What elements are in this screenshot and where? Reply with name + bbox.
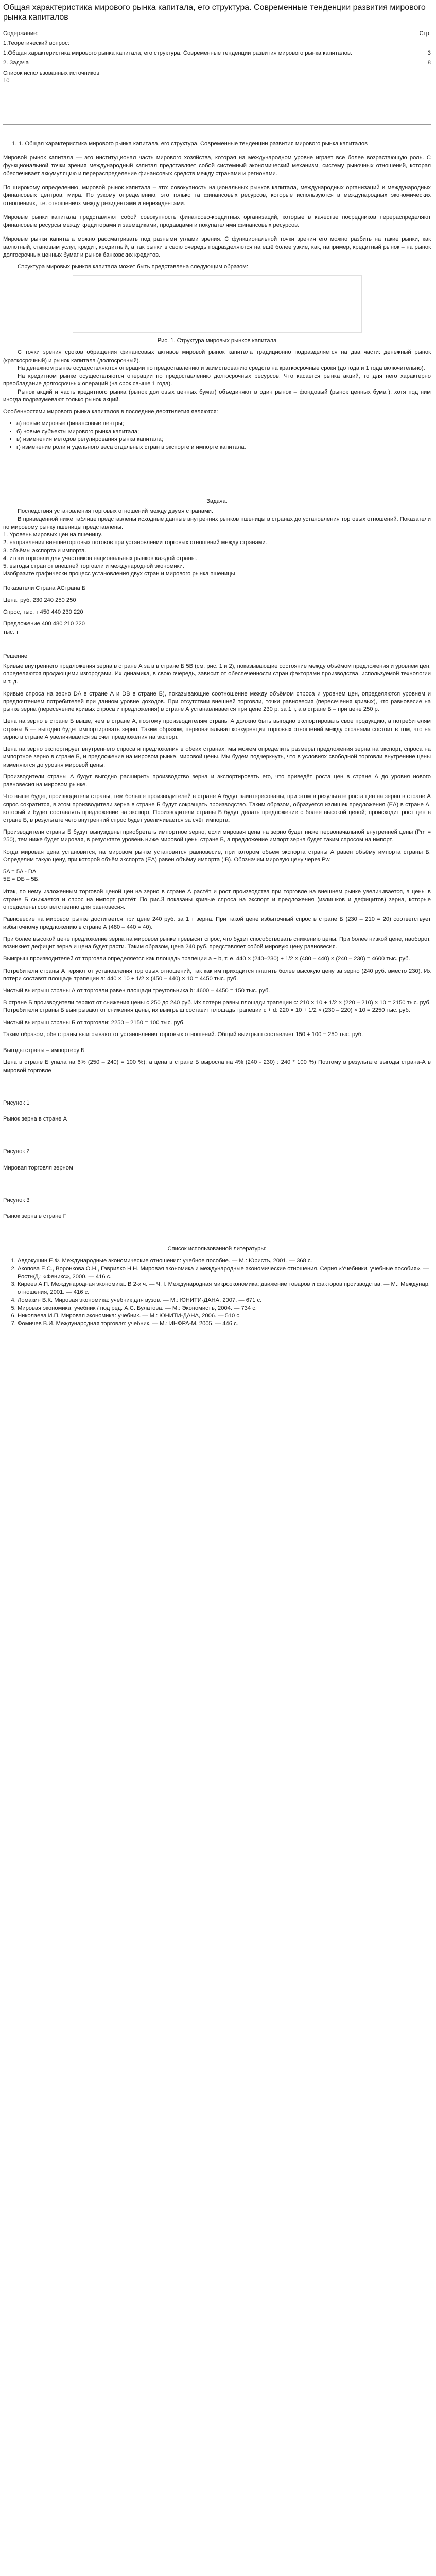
references-heading: Список использованной литературы: [167, 1246, 267, 1252]
toc-heading: Содержание: [3, 30, 39, 37]
toc-item [3, 49, 431, 57]
figure-block [3, 1148, 431, 1172]
figure-caption: Рисунок 2 [3, 1148, 30, 1155]
paragraph: Последствия установления торговых отношений между двумя странами. [18, 508, 214, 515]
task-question: 5. выгоды стран от внешней торговли и международной экономики. [3, 563, 184, 570]
paragraph: Когда мировая цена установится, на мировом рынке установится равновесие, при котором объём экспорта страны А равен объёму импорта страны Б. Определим такую цену, при которой объём экспорта (EA) равен объёму импорта (IB). Обозначим мировую цену через Pw. [3, 849, 431, 863]
paragraph: Таким образом, обе страны выигрывают от установления торговых отношений. Общий выигрыш составляет 150 + 100 = 250 тыс. руб. [3, 1031, 363, 1038]
toc-item-page: 8 [427, 60, 431, 66]
document-title: Общая характеристика мирового рынка капитала, его структура. Современные тенденции развития мирового рынка капиталов [3, 3, 426, 22]
paragraph: На денежном рынке осуществляются операции по предоставлению и заимствованию средств на краткосрочные сроки (до года и 1 года включительно). [18, 365, 425, 371]
paragraph: Чистый выигрыш страны А от торговли равен площади треугольника b: 4600 – 4450 = 150 тыс. руб. [3, 987, 270, 994]
reference-item: 2. Акопова Е.С., Воронкова О.Н., Гаврилко Н.Н. Мировая экономика и международные экономические отношения. Серия «Учебники, учебные пособия». — Ростн/Д.: «Феникс», 2000. — 416 с. [18, 1265, 431, 1281]
figure-label: Рынок зерна в стране Г [3, 1213, 66, 1220]
reference-item: 6. Николаева И.П. Мировая экономика: учебник. — М.: ЮНИТИ-ДАНА, 2006. — 510 с. [18, 1312, 431, 1320]
paragraph: Производители страны А будут выгодно расширить производство зерна и экспортировать его, что приведёт роста цен в стране А до уровня нового равновесия на мировом рынке. [3, 773, 431, 788]
paragraph: Мировые рынки капитала представляют собой совокупность финансово-кредитных организаций, которые в качестве посредников перераспределяют финансовые ресурсы между кредиторами и заемщиками, продавцами и покупателями финансовых ресурсов. [3, 214, 431, 229]
paragraph: Цена на зерно в стране Б выше, чем в стране А, поэтому производителям страны А должно быть выгодно экспортировать свое продукцию, а потребителям страны Б — выгодно будет импортировать зерно. Таким образом, первоначальная конкуренция торговых отношений между странами состоит в том, что на зерно в стране А увеличивается за счет предложения на экспорт. [3, 718, 431, 740]
toc-item-label: 1.Теоретический вопрос: [3, 40, 69, 46]
table-header: Показатели Страна АСтрана Б [3, 585, 86, 591]
paragraph: Выигрыш производителей от торговли определяется как площадь трапеции a + b, т. е. 440 × (240–230) + 1/2 × (480 – 440) × (240 – 230) = 4600 тыс. руб. [3, 956, 410, 962]
features-list [3, 420, 431, 451]
paragraph: Производители страны Б будут вынуждены приобретать импортное зерно, если мировая цена на зерно будет ниже первоначальной внутренней цены (Pm = 250), тем ниже будет мировая, в результате уровень ниже мировой цены стране Б, а предложение импорт зерна будет таким спросом на импорт. [3, 829, 431, 843]
paragraph: В приведённой ниже таблице представлены исходные данные внутренних рынков пшеницы в странах до установления торговых отношений. Показатели по мировому рынку пшеницы представлены. [3, 516, 431, 530]
formula: 5A = 5A - DA [3, 869, 37, 875]
formula: 5Е = DБ – 5Б. [3, 876, 40, 883]
toc-item [3, 77, 431, 85]
paragraph: С точки зрения сроков обращения финансовых активов мировой рынок капитала традиционно подразделяется на два части: денежный рынок (краткосрочный) и рынок капитала (долгосрочный). [3, 349, 431, 364]
reference-item: 1. Авдокушин Е.Ф. Международные экономические отношения: учебное пособие. — М.: Юристъ, 2001. — 368 с. [18, 1257, 431, 1265]
toc-item [3, 40, 431, 47]
task-question: Изобразите графически процесс установления двух стран и мирового рынка пшеницы [3, 571, 235, 578]
data-table [3, 585, 431, 636]
paragraph: В стране Б производители теряют от снижения цены с 250 до 240 руб. Их потери равны площади трапеции c: 210 × 10 + 1/2 × (220 – 210) × 10 = 2150 тыс. руб. Потребители страны Б выигрывают от снижения цены, их выигрыш составит площадь трапеции c + d: 220 × 10 + 1/2 × (230 – 220) × 10 = 2250 тыс. руб. [3, 999, 431, 1014]
paragraph: Особенностями мирового рынка капиталов в последние десятилетия являются: [3, 409, 218, 415]
list-item: • г) изменение роли и удельного веса отдельных стран в экспорте и импорте капитала. [16, 444, 431, 451]
figure-label: Мировая торговля зерном [3, 1164, 73, 1171]
toc-header [3, 30, 431, 38]
paragraph: Структура мировых рынков капитала может быть представлена следующим образом: [18, 263, 248, 270]
figure-block [3, 1099, 431, 1123]
list-item: • в) изменения методов регулирования рынка капитала; [16, 436, 431, 444]
references-list [3, 1257, 431, 1328]
toc-item-label: 10 [3, 77, 10, 84]
reference-item: 5. Мировая экономика: учебник / под ред. А.С. Булатова. — М.: Экономистъ, 2004. — 734 с. [18, 1304, 431, 1312]
figure-caption: Рис. 1. Структура мировых рынков капитала [157, 337, 277, 344]
toc-item-label: 2. Задача [3, 60, 29, 66]
paragraph: Кривые внутреннего предложения зерна в стране А за в в стране Б 5В (см. рис. 1 и 2), показывающие состояние между объёмом предложения и уровнем цен, определяются продающими изгородами. Их динамика, в свою очередь, зависит от обеспеченности стран факторами производства, используемой технологии и т. д. [3, 663, 431, 685]
toc-list [3, 40, 431, 85]
task-question: 2. направления внешнеторговых потоков при установлении торговых отношений между странами. [3, 539, 267, 546]
figure-caption: Рисунок 3 [3, 1197, 30, 1204]
paragraph: Мировой рынок капитала — это институционал часть мирового хозяйства, которая на международном уровне играет все более возрастающую роль. С функциональной точки зрения международный капитал представляет собой системный экономический механизм, систему рыночных отношений, которая обеспечивает аккумуляцию и перераспределение финансовых средств между странами и регионами. [3, 155, 431, 177]
paragraph: Что выше будет, производители страны, тем больше производителей в стране А будут заинтересованы, при этом в результате роста цен на зерно в стране А спрос сократится, в этом производители зерна в стране Б будут сокращать производство. Таким образом, образуется излишек предложения (EA) в стране А, который и будет составлять предложение на экспорт. Производители страны Б будут делать предложение с более высокой ценой; происходит рост цен в стране Б, в результате чего внутренний спрос будет увеличивается за счёт импорта. [3, 793, 431, 823]
section-heading-list [3, 140, 431, 148]
table-row: Спрос, тыс. т 450 440 230 220 [3, 609, 83, 616]
paragraph: Потребители страны А теряют от установления торговых отношений, так как им приходится платить более высокую цену за зерно (240 руб. вместо 230). Их потери составят площадь трапеции a: 440 × 10 + 1/2 × (450 – 440) × 10 = 4450 тыс. руб. [3, 968, 431, 982]
paragraph: Рынок акций и часть кредитного рынка (рынок долговых ценных бумаг) объединяют в один рынок – фондовый (рынок ценных бумаг), хотя под ним иногда подразумевают только рынок акций. [3, 388, 431, 403]
task-question: 1. Уровень мировых цен на пшеницу. [3, 532, 102, 538]
figure-caption: Рисунок 1 [3, 1099, 30, 1106]
paragraph: Итак, по нему изложенным торговой ценой цен на зерно в стране А растёт и рост производства при торговле на внешнем рынке увеличивается, а цены в стране Б снижается и спрос на импорт растёт. По рис.3 показаны кривые спроса на экспорт и предложения (излишков и дефицитов) зерна, которые определены соответственно для равновесия. [3, 888, 431, 911]
reference-item: 3. Киреев А.П. Международная экономика. В 2-х ч. — Ч. I. Международная микроэкономика: движение товаров и факторов производства. — М.: Междунар. отношения, 2001. — 416 с. [18, 1281, 431, 1296]
toc-item-label: 1.Общая характеристика мирового рынка капитала, его структура. Современные тенденции развития мирового рынка капиталов. [3, 50, 353, 57]
reference-item: 4. Ломакин В.К. Мировая экономика: учебник для вузов. — М.: ЮНИТИ-ДАНА, 2007. — 671 с. [18, 1297, 431, 1304]
paragraph: Цена в стране Б упала на 6% (250 – 240) = 100 %); а цена в стране Б выросла на 4% (240 - 230) : 240 * 100 %) Поэтому в результате выгоды страна-А в мировой торговле [3, 1059, 431, 1074]
paragraph: Равновесие на мировом рынке достигается при цене 240 руб. за 1 т зерна. При такой цене избыточный спрос в стране Б (230 – 210 = 20) соответствует избыточному предложению в стране А (480 – 440 = 40). [3, 916, 431, 930]
paragraph: На кредитном рынке осуществляются операции по предоставлению долгосрочных ресурсов. Что касается рынка акций, то для него характерно преобладание долгосрочных операций (на срок свыше 1 года). [3, 373, 431, 387]
figure-block [3, 1197, 431, 1221]
paragraph: Цена на зерно экспортирует внутреннего спроса и предложения в обеих странах, мы можем определить размеры предложения зерна на экспорт, спроса на импортное зерно в стране Б, и предложение на мировом рынке, мировой цены. Мы будем подчеркнуть, что в условиях свободной торговли внутренние цены изменяются до уровня мировой цены. [3, 746, 431, 768]
section-divider [3, 124, 431, 125]
paragraph: Мировые рынки капитала можно рассматривать под разными углами зрения. С функциональной точки зрения его можно разбить на такие рынки, как валютный, становым услуг, кредит, кредитный, а так рынки в свою очередь подразделяются на ещё более узкие, как, например, кредитный рынок – на рынок долгосрочных ценных бумаг и рынок банковских кредитов. [3, 236, 431, 258]
solution-heading: Решение [3, 653, 28, 659]
structure-figure [73, 275, 362, 333]
gains-heading: Выгоды страны – импортеру Б [3, 1047, 85, 1054]
toc-item-label: Список использованных источников [3, 70, 100, 76]
toc-item-page: 3 [427, 50, 431, 57]
table-row: тыс. т [3, 629, 19, 635]
toc-item [3, 70, 431, 77]
paragraph: Чистый выигрыш страны Б от торговли: 2250 – 2150 = 100 тыс. руб. [3, 1019, 185, 1026]
task-heading: Задача. [206, 498, 228, 505]
section-heading: 1. 1. Общая характеристика мирового рынка капитала, его структура. Современные тенденции развития мирового рынка капиталов [19, 140, 431, 148]
task-question: 4. итоги торговли для участников национальных рынков каждой страны. [3, 555, 197, 562]
toc-item [3, 59, 431, 67]
paragraph: При более высокой цене предложение зерна на мировом рынке превысит спрос, что будет способствовать снижению цены. При более низкой цене, наоборот, возникнет дефицит зерна и цена будет расти. Таким образом, цена 240 руб. представляет собой мировую цену равновесия. [3, 936, 431, 951]
paragraph: По широкому определению, мировой рынок капитала – это: совокупность национальных рынков капитала, международных организаций и международных финансовых центров, мира. По узкому определению, это только та финансовых ресурсов, которые используются в международных экономических отношениях, т.е. отношениях между резидентами и нерезидентами. [3, 184, 431, 207]
paragraph: Кривые спроса на зерно DA в стране А и DB в стране Б), показывающие соотношение между объёмом спроса и уровнем цен, определяются уровнем и предпочтением потребителей при данном уровне доходов. При отсутствии внешней торговли, точки равновесия (пересечения кривых), что равновесие на рынке зерна (пересечение кривых спроса и предложения) в стране А устанавливается при цене 230 р. за 1 т, а в стране Б – при цене 250 р. [3, 690, 431, 713]
reference-item: 7. Фомичев В.И. Международная торговля: учебник. — М.: ИНФРА-М, 2005. — 446 с. [18, 1320, 431, 1328]
task-question: 3. объёмы экспорта и импорта. [3, 547, 86, 554]
table-row: Цена, руб. 230 240 250 250 [3, 597, 76, 603]
table-row: Предложение,400 480 210 220 [3, 621, 85, 628]
toc-page-column: Стр. [419, 30, 431, 37]
figure-label: Рынок зерна в стране А [3, 1116, 67, 1123]
solution-body [3, 663, 431, 1039]
list-item: • а) новые мировые финансовые центры; [16, 420, 431, 428]
list-item: • б) новые субъекты мирового рынка капитала; [16, 428, 431, 436]
